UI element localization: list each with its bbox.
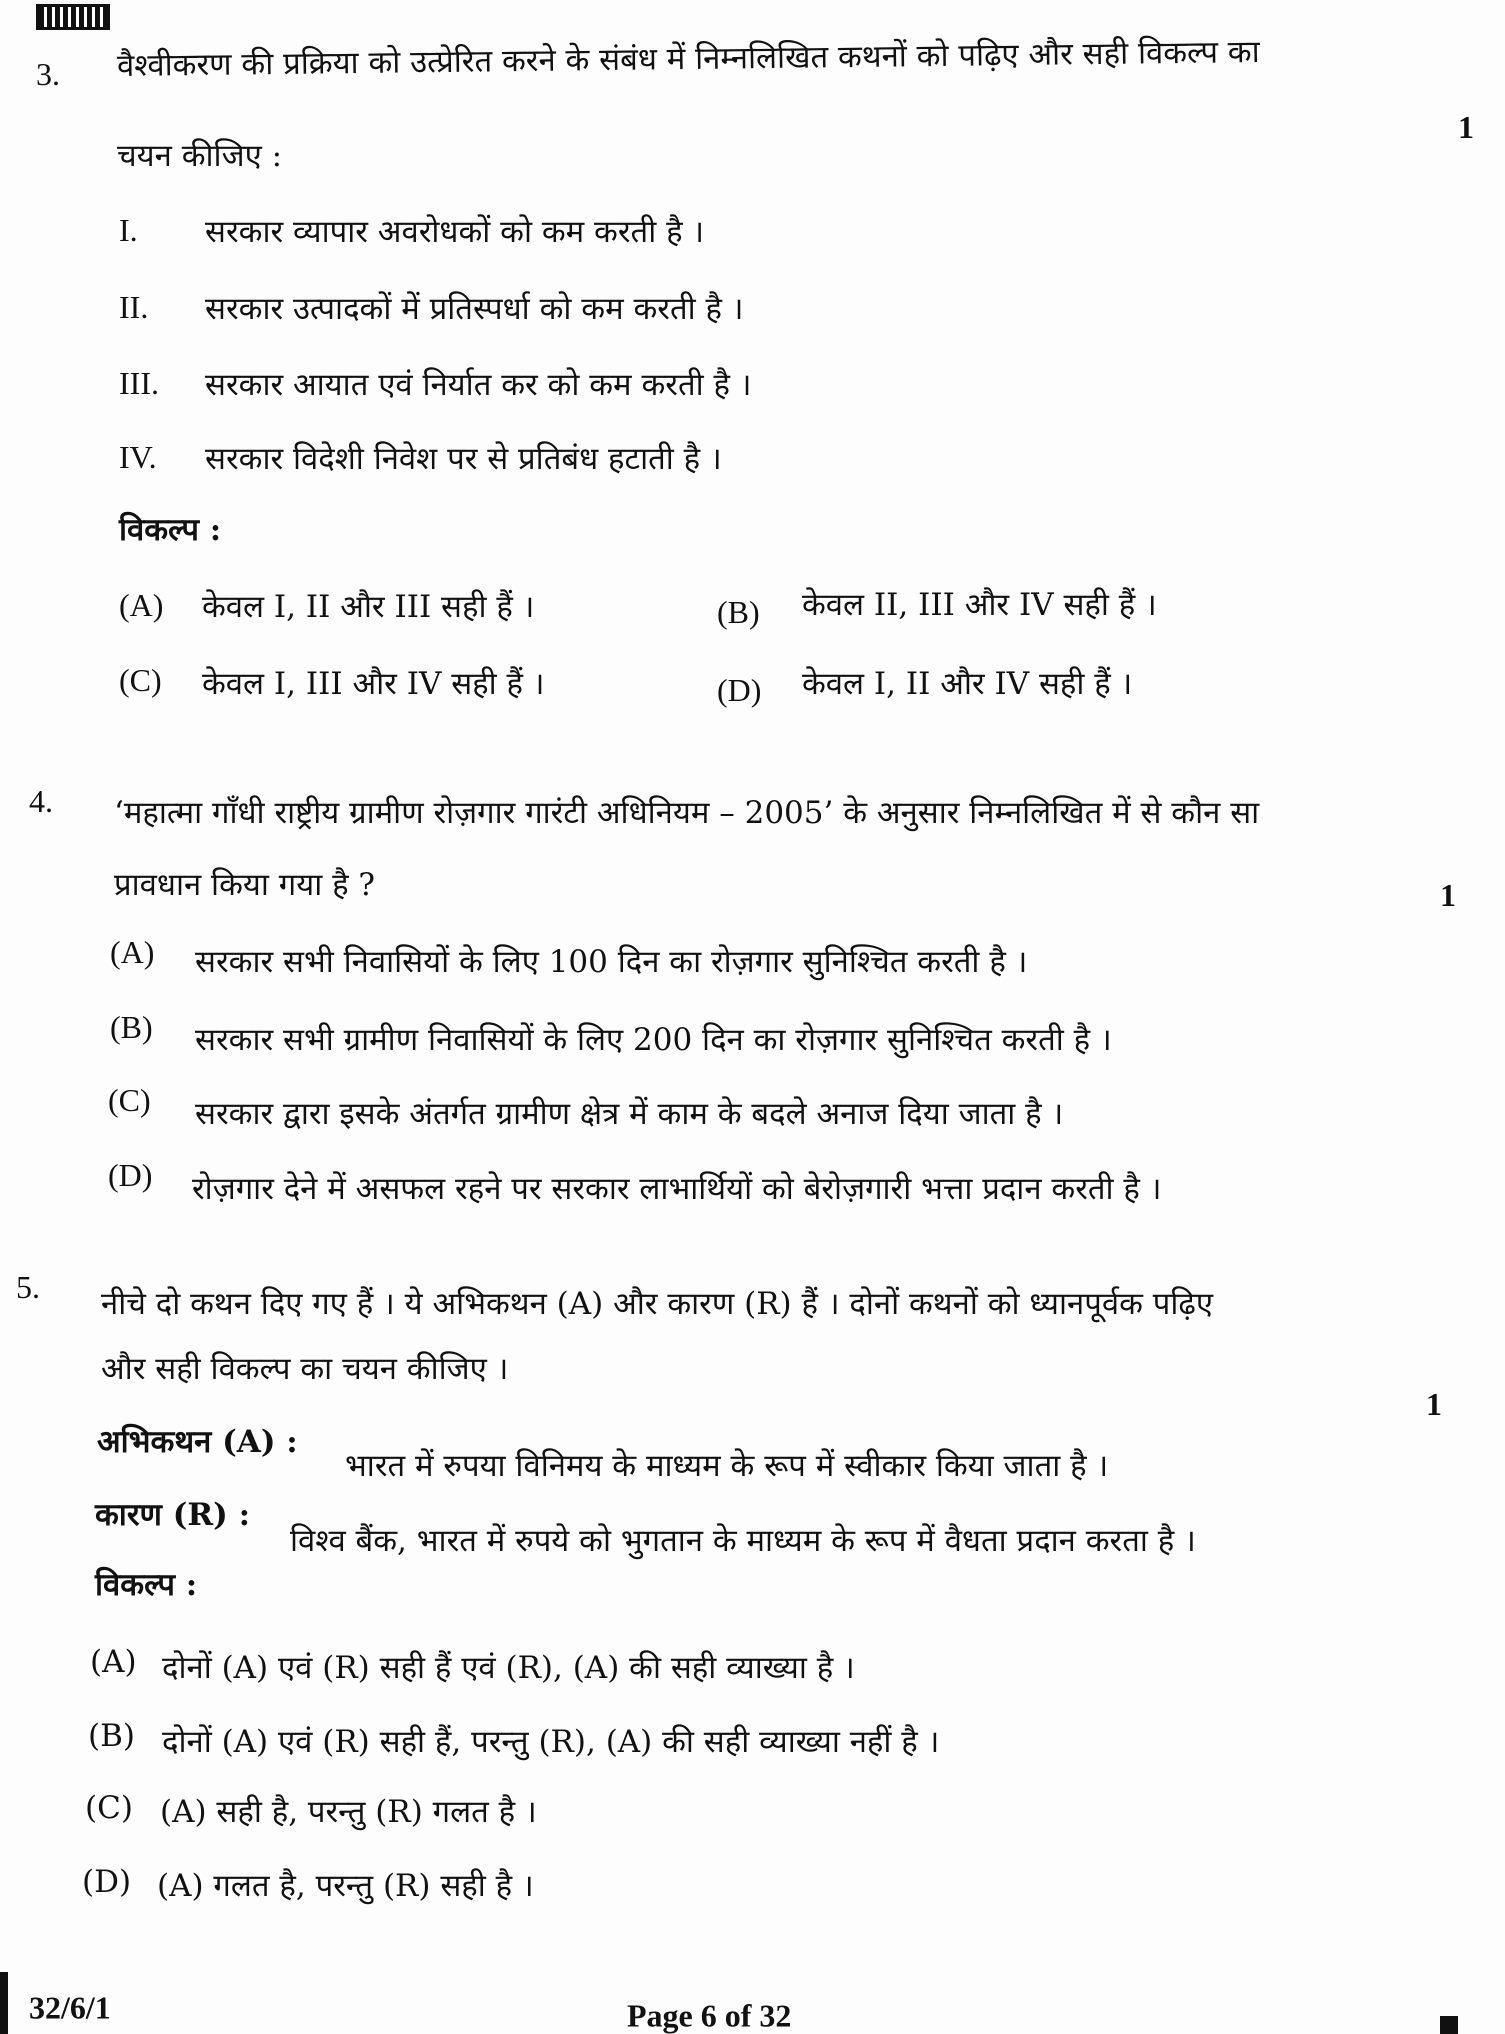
q3-statement-label: I. <box>119 212 138 248</box>
q4-option-text: सरकार सभी निवासियों के लिए 100 दिन का रोज़गार सुनिश्चित करती है । <box>195 944 1028 980</box>
q3-statement: सरकार विदेशी निवेश पर से प्रतिबंध हटाती है । <box>205 441 722 477</box>
q3-text-line2: चयन कीजिए : <box>117 138 283 174</box>
q5-option-label: (C) <box>85 1790 133 1826</box>
q4-option-text: सरकार सभी ग्रामीण निवासियों के लिए 200 दिन का रोज़गार सुनिश्चित करती है । <box>195 1022 1112 1058</box>
q4-option-label: (A) <box>110 934 155 970</box>
q5-option-text: (A) गलत है, परन्तु (R) सही है । <box>157 1868 534 1904</box>
q5-text-line1: नीचे दो कथन दिए गए हैं । ये अभिकथन (A) और कारण (R) हैं । दोनों कथनों को ध्यानपूर्वक पढ़िए <box>101 1286 1214 1322</box>
q3-option-label: (D) <box>717 672 762 708</box>
q4-option-label: (C) <box>108 1082 151 1118</box>
q3-options-heading: विकल्प : <box>119 512 222 548</box>
q3-statement: सरकार उत्पादकों में प्रतिस्पर्धा को कम करती है । <box>205 291 744 327</box>
page-number: Page 6 of 32 <box>627 1997 792 2034</box>
q3-statement-label: II. <box>119 289 149 325</box>
q5-text-line2: और सही विकल्प का चयन कीजिए । <box>101 1351 509 1387</box>
q5-option-text: दोनों (A) एवं (R) सही हैं एवं (R), (A) की सही व्याख्या है । <box>162 1650 855 1686</box>
q5-marks: 1 <box>1426 1386 1442 1422</box>
q3-number: 3. <box>36 56 60 92</box>
q5-reason: विश्व बैंक, भारत में रुपये को भुगतान के माध्यम के रूप में वैधता प्रदान करता है । <box>290 1523 1196 1559</box>
q3-option-text: केवल II, III और IV सही हैं । <box>802 587 1157 623</box>
q4-text-line2: प्रावधान किया गया है ? <box>114 867 376 903</box>
q4-text-line1: ‘महात्मा गाँधी राष्ट्रीय ग्रामीण रोज़गार गारंटी अधिनियम – 2005’ के अनुसार निम्नलिखित में से कौन सा <box>114 795 1260 831</box>
q4-marks: 1 <box>1440 877 1456 913</box>
q3-option-text: केवल I, II और IV सही हैं । <box>802 666 1133 702</box>
qr-code-icon <box>36 4 110 30</box>
margin-bar <box>0 1972 8 2034</box>
q5-assertion: भारत में रुपया विनिमय के माध्यम के रूप में स्वीकार किया जाता है । <box>345 1448 1109 1484</box>
q3-option-label: (B) <box>717 594 760 630</box>
q3-statement: सरकार आयात एवं निर्यात कर को कम करती है । <box>205 367 752 403</box>
q3-marks: 1 <box>1458 109 1474 145</box>
q3-statement: सरकार व्यापार अवरोधकों को कम करती है । <box>205 214 705 250</box>
q5-option-label: (D) <box>82 1864 132 1900</box>
q3-option-label: (A) <box>119 587 164 623</box>
q5-option-label: (A) <box>90 1644 137 1680</box>
q5-number: 5. <box>16 1269 40 1305</box>
q3-option-text: केवल I, III और IV सही हैं । <box>202 666 545 702</box>
q3-option-label: (C) <box>119 662 162 698</box>
q4-option-label: (D) <box>108 1157 153 1193</box>
q4-option-text: रोज़गार देने में असफल रहने पर सरकार लाभार्थियों को बेरोज़गारी भत्ता प्रदान करती है । <box>192 1171 1162 1207</box>
q3-statement-label: IV. <box>119 439 157 475</box>
q3-statement-label: III. <box>119 365 159 401</box>
q5-options-heading: विकल्प : <box>95 1567 198 1603</box>
q3-text-line1: वैश्वीकरण की प्रक्रिया को उत्प्रेरित करने के संबंध में निम्नलिखित कथनों को पढ़िए और सही विकल्प का <box>116 34 1260 84</box>
q4-number: 4. <box>29 783 53 819</box>
q5-option-text: दोनों (A) एवं (R) सही हैं, परन्तु (R), (A) की सही व्याख्या नहीं है । <box>162 1724 940 1760</box>
paper-code: 32/6/1 <box>29 1989 111 2026</box>
q5-option-text: (A) सही है, परन्तु (R) गलत है । <box>160 1794 537 1830</box>
q5-option-label: (B) <box>88 1718 135 1754</box>
q3-option-text: केवल I, II और III सही हैं । <box>202 589 535 625</box>
q5-reason-label: कारण (R) : <box>95 1497 251 1533</box>
q4-option-label: (B) <box>110 1009 153 1045</box>
corner-mark <box>1440 2016 1458 2034</box>
q4-option-text: सरकार द्वारा इसके अंतर्गत ग्रामीण क्षेत्र में काम के बदले अनाज दिया जाता है । <box>195 1096 1064 1132</box>
q5-assertion-label: अभिकथन (A) : <box>97 1424 298 1460</box>
